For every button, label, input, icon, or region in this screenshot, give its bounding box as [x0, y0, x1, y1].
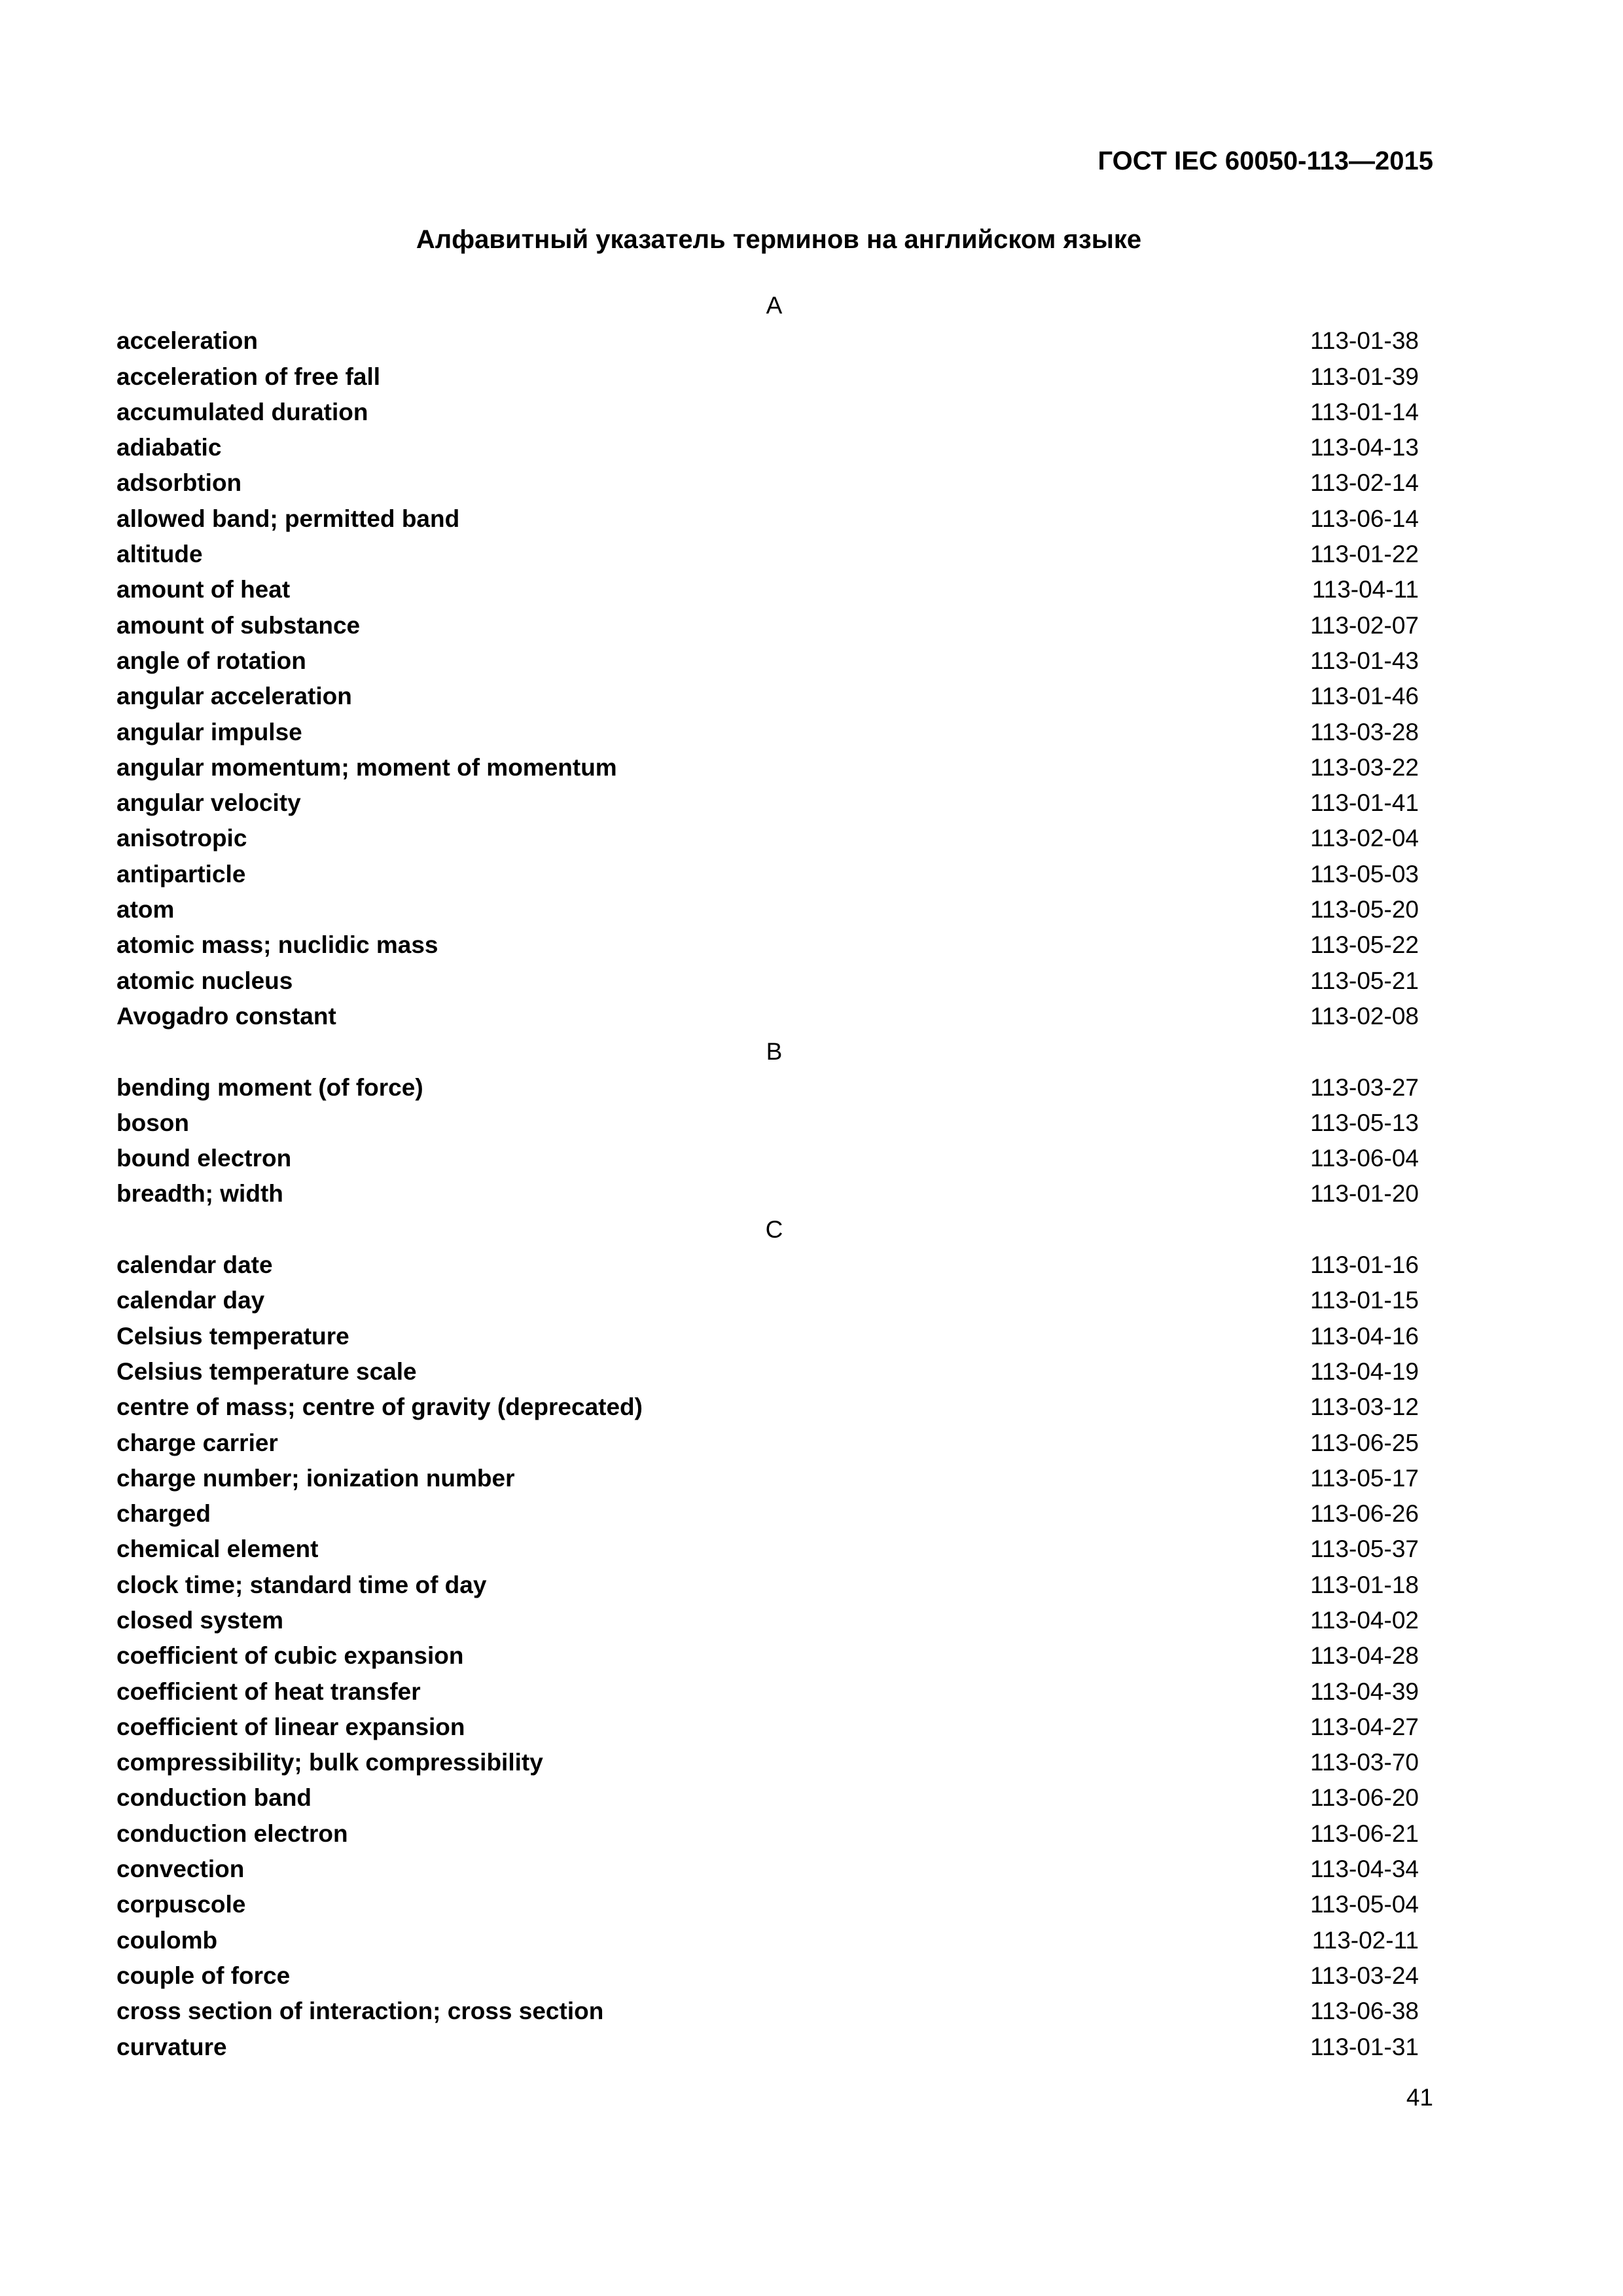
index-entry [116, 1105, 1432, 1141]
term-code: 113-06-14 [1310, 505, 1419, 532]
term-text: coulomb [116, 1926, 218, 1954]
term-code: 113-06-21 [1310, 1820, 1419, 1847]
index-entry [116, 1568, 1432, 1603]
term-code: 113-04-13 [1310, 434, 1419, 461]
term-text: amount of heat [116, 576, 291, 603]
index-entry [116, 1426, 1432, 1461]
term-code: 113-05-13 [1310, 1109, 1419, 1136]
term-text: chemical element [116, 1535, 319, 1563]
term-text: angle of rotation [116, 647, 306, 674]
term-text: acceleration of free fall [116, 363, 381, 390]
term-text: Avogadro constant [116, 1002, 336, 1030]
index-entry [116, 785, 1432, 821]
index-entry [116, 1354, 1432, 1390]
index-entry [116, 750, 1432, 785]
term-text: allowed band; permitted band [116, 505, 460, 532]
term-code: 113-05-37 [1310, 1535, 1419, 1563]
term-code: 113-04-28 [1310, 1642, 1419, 1670]
term-code: 113-01-38 [1310, 327, 1419, 355]
index-entry [116, 963, 1432, 999]
term-code: 113-01-43 [1310, 647, 1419, 674]
index-entry [116, 927, 1432, 963]
term-code: 113-01-39 [1310, 363, 1419, 390]
index-entry [116, 1745, 1432, 1780]
index-entry [116, 1780, 1432, 1816]
term-code: 113-01-18 [1310, 1571, 1419, 1598]
term-code: 113-02-04 [1310, 825, 1419, 852]
document-header: ГОСТ IEC 60050-113—2015 [1097, 147, 1433, 175]
term-text: breadth; width [116, 1180, 283, 1208]
index-entry [116, 1319, 1432, 1354]
term-text: curvature [116, 2033, 227, 2060]
term-code: 113-05-03 [1310, 860, 1419, 888]
term-code: 113-04-34 [1310, 1856, 1419, 1883]
index-entry [116, 1283, 1432, 1318]
term-text: atomic mass; nuclidic mass [116, 931, 438, 959]
term-index [116, 288, 1432, 2065]
term-text: couple of force [116, 1962, 291, 1989]
term-code: 113-02-08 [1310, 1002, 1419, 1030]
index-entry [116, 1816, 1432, 1852]
term-code: 113-06-26 [1310, 1500, 1419, 1528]
term-code: 113-06-38 [1310, 1998, 1419, 2025]
term-code: 113-05-21 [1310, 967, 1419, 994]
term-code: 113-02-07 [1310, 611, 1419, 639]
term-code: 113-05-04 [1310, 1891, 1419, 1918]
index-entry [116, 1923, 1432, 1958]
term-text: clock time; standard time of day [116, 1571, 487, 1598]
term-text: charge number; ionization number [116, 1464, 515, 1492]
index-entry [116, 821, 1432, 856]
index-entry [116, 1852, 1432, 1887]
index-entry [116, 323, 1432, 359]
index-entry [116, 608, 1432, 643]
term-text: corpuscole [116, 1891, 246, 1918]
term-text: atomic nucleus [116, 967, 293, 994]
term-text: coefficient of heat transfer [116, 1677, 421, 1705]
term-code: 113-01-31 [1310, 2033, 1419, 2060]
page-number: 41 [1406, 2084, 1433, 2111]
index-entry [116, 1532, 1432, 1567]
index-entry [116, 465, 1432, 501]
term-code: 113-05-17 [1310, 1464, 1419, 1492]
term-code: 113-06-20 [1310, 1784, 1419, 1812]
term-text: accumulated duration [116, 398, 368, 425]
term-text: convection [116, 1856, 245, 1883]
term-text: amount of substance [116, 611, 361, 639]
term-text: conduction band [116, 1784, 312, 1812]
term-code: 113-01-20 [1310, 1180, 1419, 1208]
term-text: adsorbtion [116, 469, 242, 497]
index-entry [116, 1603, 1432, 1638]
term-code: 113-03-22 [1310, 753, 1419, 781]
index-entry [116, 999, 1432, 1034]
index-entry [116, 1461, 1432, 1496]
term-text: bending moment (of force) [116, 1073, 423, 1101]
term-code: 113-06-04 [1310, 1145, 1419, 1172]
index-entry [116, 857, 1432, 892]
term-text: atom [116, 896, 175, 924]
term-code: 113-01-14 [1310, 398, 1419, 425]
term-text: cross section of interaction; cross section [116, 1998, 604, 2025]
term-text: bound electron [116, 1145, 292, 1172]
term-code: 113-01-46 [1310, 683, 1419, 710]
term-code: 113-04-16 [1310, 1322, 1419, 1350]
term-text: anisotropic [116, 825, 247, 852]
term-text: calendar date [116, 1251, 273, 1279]
term-code: 113-05-20 [1310, 896, 1419, 924]
term-text: charge carrier [116, 1429, 278, 1456]
term-text: Celsius temperature scale [116, 1357, 417, 1385]
section-letter: A [766, 292, 783, 319]
index-entry [116, 430, 1432, 465]
term-text: compressibility; bulk compressibility [116, 1749, 543, 1776]
index-entry [116, 1638, 1432, 1674]
index-entry [116, 1141, 1432, 1176]
term-text: angular acceleration [116, 683, 352, 710]
term-text: calendar day [116, 1287, 265, 1314]
term-code: 113-03-27 [1310, 1073, 1419, 1101]
index-entry [116, 1496, 1432, 1532]
section-letter: C [765, 1215, 783, 1243]
term-text: Celsius temperature [116, 1322, 349, 1350]
term-code: 113-02-11 [1311, 1926, 1419, 1954]
term-code: 113-03-28 [1310, 718, 1419, 745]
term-text: angular impulse [116, 718, 302, 745]
term-text: coefficient of linear expansion [116, 1713, 465, 1740]
term-code: 113-04-19 [1310, 1357, 1419, 1385]
term-text: adiabatic [116, 434, 222, 461]
term-text: acceleration [116, 327, 258, 355]
term-code: 113-06-25 [1310, 1429, 1419, 1456]
index-entry [116, 2030, 1432, 2065]
term-code: 113-01-22 [1310, 541, 1419, 568]
term-code: 113-04-11 [1311, 576, 1419, 603]
index-entry [116, 1176, 1432, 1211]
term-code: 113-05-22 [1310, 931, 1419, 959]
index-entry [116, 501, 1432, 537]
section-letter: B [766, 1038, 783, 1066]
term-code: 113-04-27 [1310, 1713, 1419, 1740]
index-entry [116, 1390, 1432, 1425]
term-code: 113-02-14 [1310, 469, 1419, 497]
index-entry [116, 1247, 1432, 1283]
term-text: coefficient of cubic expansion [116, 1642, 464, 1670]
index-entry [116, 679, 1432, 714]
index-entry [116, 892, 1432, 927]
term-code: 113-04-02 [1310, 1606, 1419, 1634]
term-text: angular momentum; moment of momentum [116, 753, 617, 781]
term-text: closed system [116, 1606, 284, 1634]
term-code: 113-04-39 [1310, 1677, 1419, 1705]
index-entry [116, 643, 1432, 679]
index-entry [116, 1994, 1432, 2029]
term-text: angular velocity [116, 789, 301, 817]
term-text: antiparticle [116, 860, 246, 888]
index-entry [116, 1887, 1432, 1922]
term-code: 113-03-12 [1310, 1393, 1419, 1421]
term-code: 113-01-41 [1310, 789, 1419, 817]
index-entry [116, 1674, 1432, 1710]
term-text: centre of mass; centre of gravity (deprecated) [116, 1393, 643, 1421]
index-entry [116, 359, 1432, 395]
page-title: Алфавитный указатель терминов на английском языке [416, 225, 1142, 254]
index-entry [116, 1710, 1432, 1745]
index-entry [116, 715, 1432, 750]
term-text: boson [116, 1109, 189, 1136]
term-text: charged [116, 1500, 211, 1528]
index-entry [116, 572, 1432, 607]
term-text: altitude [116, 541, 203, 568]
index-entry [116, 1958, 1432, 1994]
term-code: 113-03-70 [1310, 1749, 1419, 1776]
index-entry [116, 537, 1432, 572]
term-text: conduction electron [116, 1820, 348, 1847]
index-entry [116, 1070, 1432, 1105]
index-entry [116, 395, 1432, 430]
term-code: 113-01-15 [1310, 1287, 1419, 1314]
term-code: 113-01-16 [1310, 1251, 1419, 1279]
term-code: 113-03-24 [1310, 1962, 1419, 1989]
